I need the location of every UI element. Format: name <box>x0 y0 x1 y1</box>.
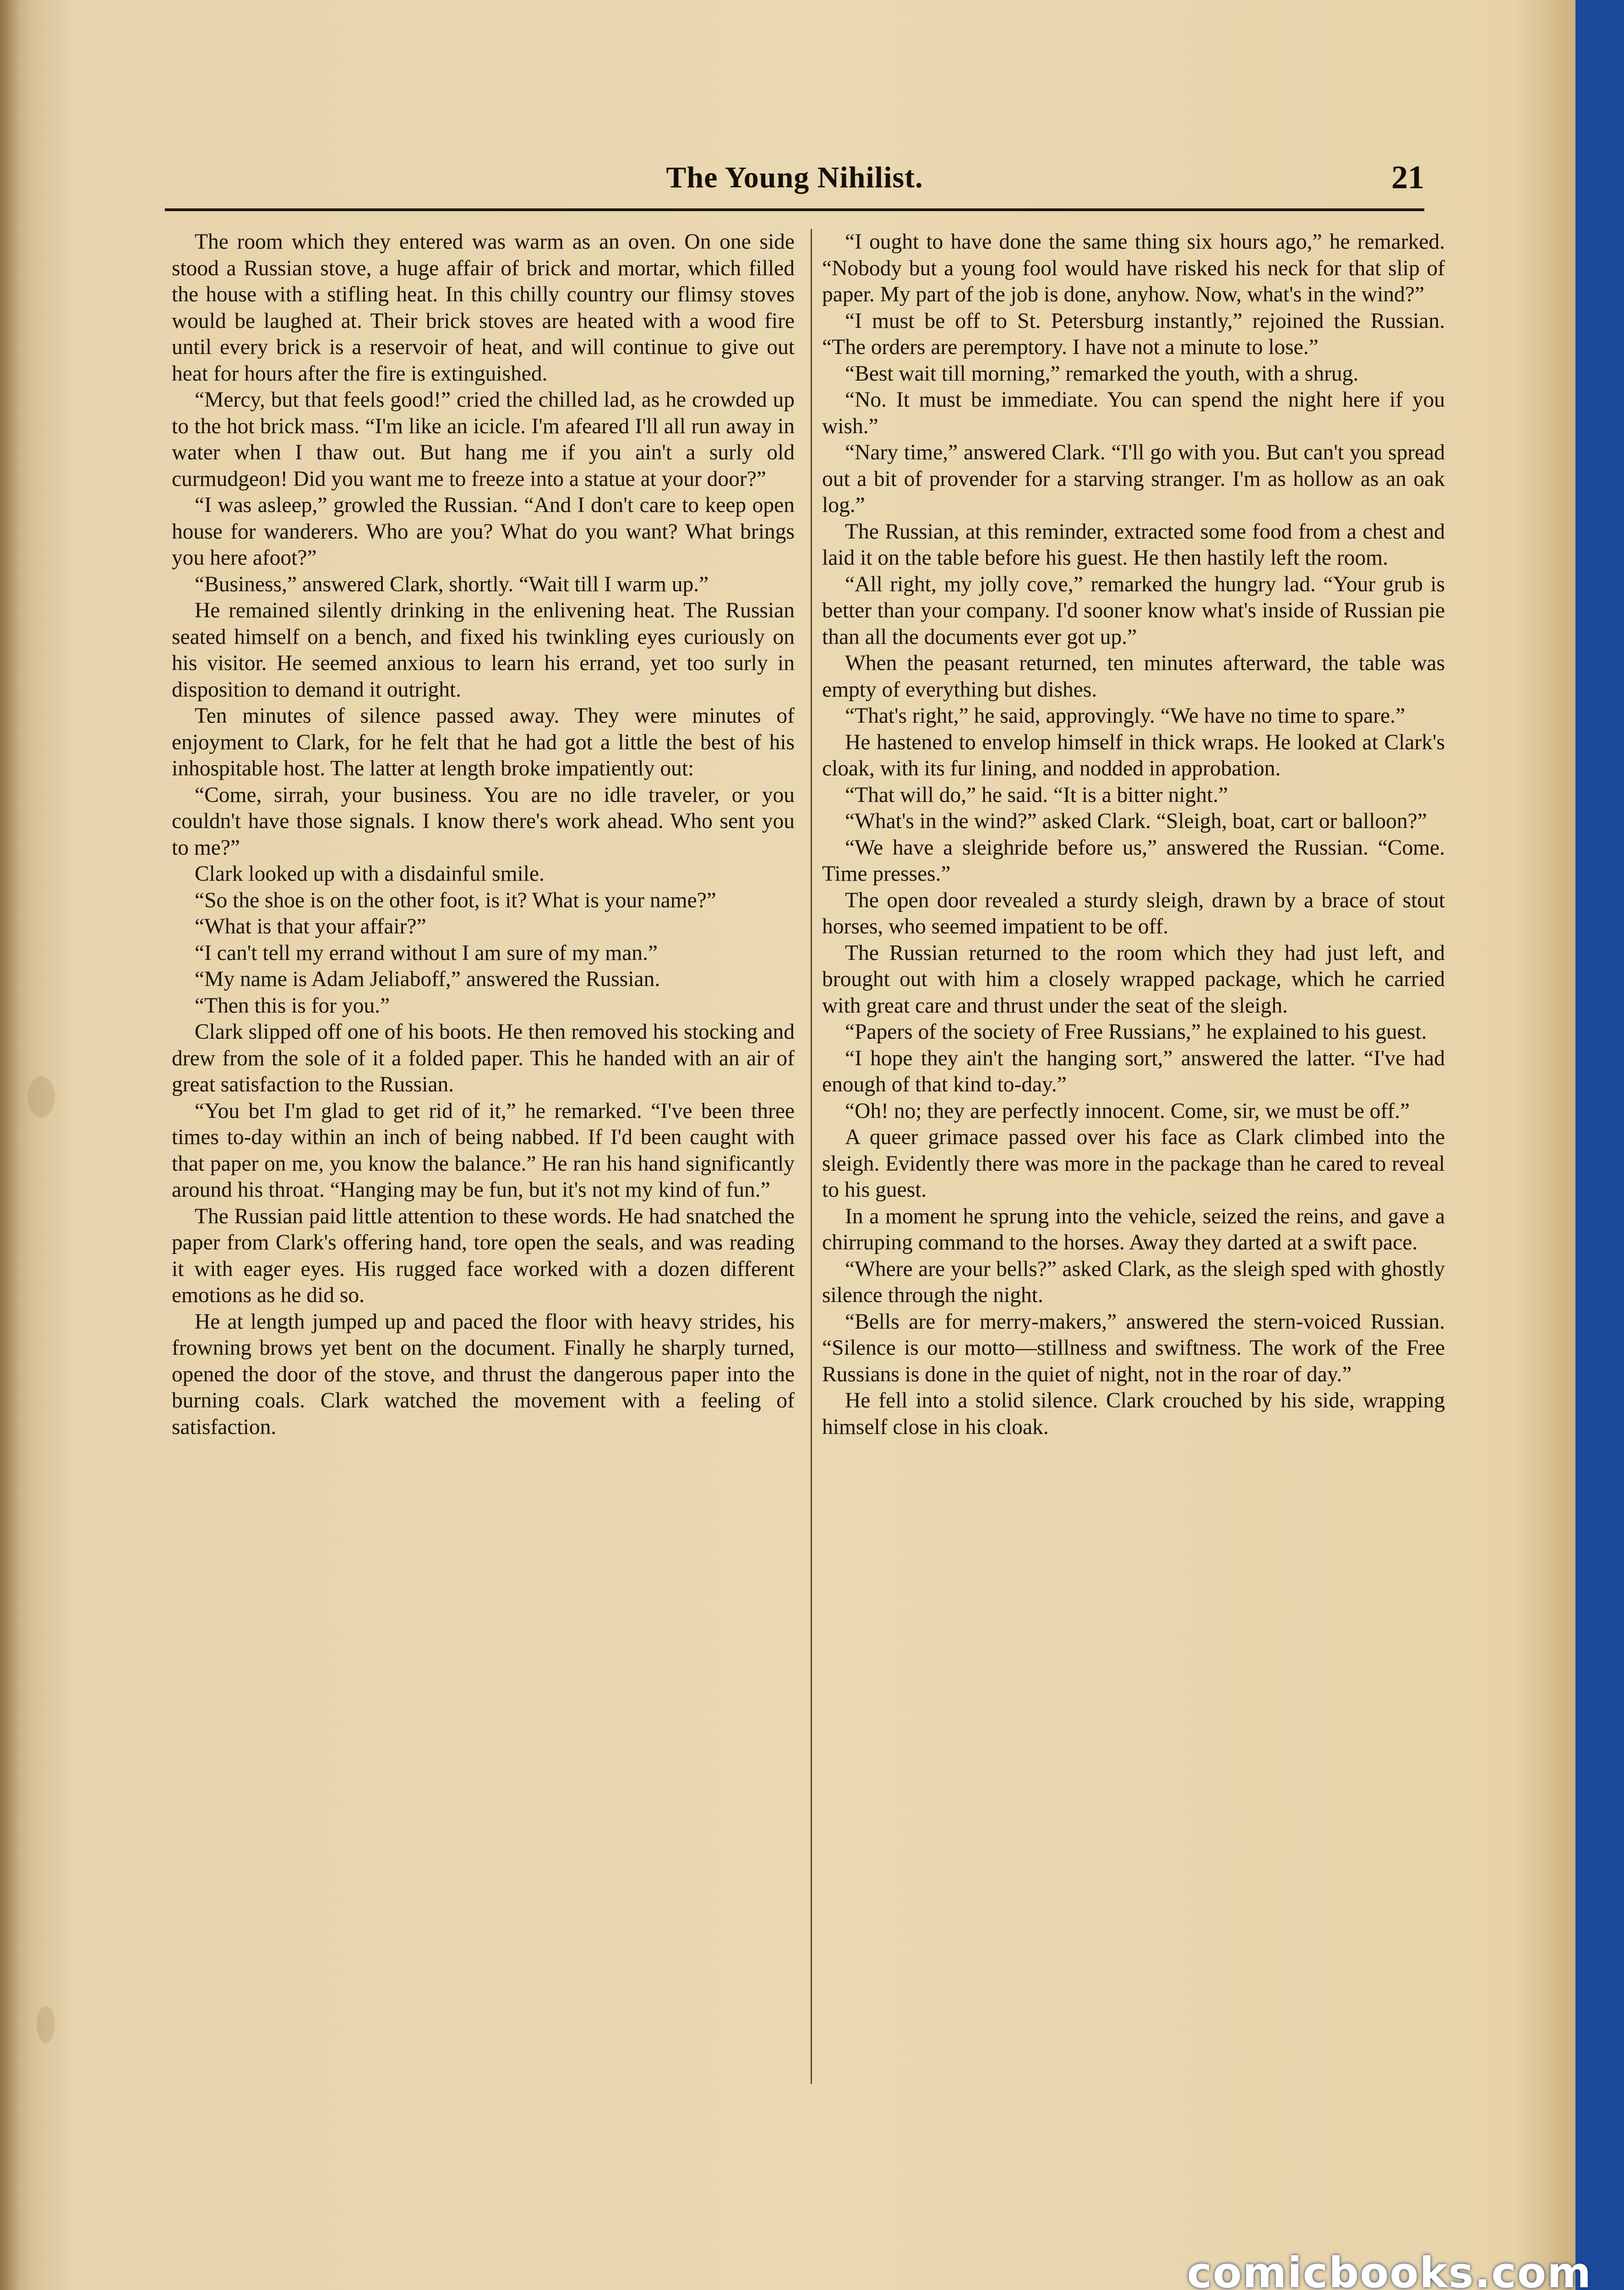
paragraph: “We have a sleighride before us,” answered the Russian. “Come. Time presses.” <box>822 835 1445 886</box>
paragraph: “So the shoe is on the other foot, is it? What is your name?” <box>195 888 716 912</box>
paragraph: “Then this is for you.” <box>195 993 390 1018</box>
paragraph: “Nary time,” answered Clark. “I'll go with you. But can't you spread out a bit of provender for a starving stranger. I'm as hollow as an oak log.” <box>822 441 1445 517</box>
paragraph: He remained silently drinking in the enlivening heat. The Russian seated himself on a bench, and fixed his twinkling eyes curiously on his visitor. He seemed anxious to learn his errand, yet too surly in disposition to demand it outright. <box>172 599 795 702</box>
paragraph: “You bet I'm glad to get rid of it,” he remarked. “I've been three times to-day within an inch of being nabbed. If I'd been caught with that paper on me, you know the balance.” He ran his hand significantly around his throat. “Hanging may be fun, but it's not my kind of fun.” <box>172 1099 795 1202</box>
paragraph: “Where are your bells?” asked Clark, as the sleigh sped with ghostly silence through the night. <box>822 1257 1445 1307</box>
running-header <box>165 160 1424 202</box>
site-watermark: comicbooks.com <box>1187 2248 1592 2290</box>
right-column <box>822 229 1445 1440</box>
header-rule <box>165 208 1424 211</box>
paragraph: The open door revealed a sturdy sleigh, drawn by a brace of stout horses, who seemed impatient to be off. <box>822 888 1445 938</box>
paragraph: “What's in the wind?” asked Clark. “Sleigh, boat, cart or balloon?” <box>845 809 1427 833</box>
paragraph: “No. It must be immediate. You can spend the night here if you wish.” <box>822 388 1445 438</box>
paragraph: The room which they entered was warm as an oven. On one side stood a Russian stove, a huge affair of brick and mortar, which filled the house with a stifling heat. In this chilly country our flimsy stoves would be laughed at. Their brick stoves are heated with a wood fire until every brick is a reservoir of heat, and will continue to give out heat for hours after the fire is extinguished. <box>172 230 795 386</box>
paragraph: “All right, my jolly cove,” remarked the hungry lad. “Your grub is better than your company. I'd sooner know what's inside of Russian pie than all the documents ever got up.” <box>822 572 1445 649</box>
paragraph: “My name is Adam Jeliaboff,” answered the Russian. <box>195 967 660 991</box>
paragraph: He at length jumped up and paced the floor with heavy strides, his frowning brows yet bent on the document. Finally he sharply turned, opened the door of the stove, and thrust the dangerous paper into the burning coals. Clark watched the movement with a feeling of satisfaction. <box>172 1309 795 1439</box>
paragraph: “I was asleep,” growled the Russian. “And I don't care to keep open house for wanderers. Who are you? What do you want? What brings you here afoot?” <box>172 493 795 570</box>
paragraph: Ten minutes of silence passed away. They were minutes of enjoyment to Clark, for he felt that he had got a little the best of his inhospitable host. The latter at length broke impatiently out: <box>172 704 795 780</box>
page-number: 21 <box>1391 159 1424 196</box>
paragraph: “Oh! no; they are perfectly innocent. Come, sir, we must be off.” <box>845 1099 1410 1123</box>
column-divider <box>811 229 812 2084</box>
page-stain <box>27 1076 55 1118</box>
paragraph: “I ought to have done the same thing six hours ago,” he remarked. “Nobody but a young fool would have risked his neck for that slip of paper. My part of the job is done, anyhow. Now, what's in the wind?” <box>822 230 1445 306</box>
running-title: The Young Nihilist. <box>666 161 923 194</box>
paragraph: “That's right,” he said, approvingly. “We have no time to spare.” <box>845 704 1406 728</box>
paragraph: Clark slipped off one of his boots. He then removed his stocking and drew from the sole of it a folded paper. This he handed with an air of great satisfaction to the Russian. <box>172 1020 795 1096</box>
paragraph: “What is that your affair?” <box>195 915 426 938</box>
paragraph: “Business,” answered Clark, shortly. “Wait till I warm up.” <box>195 572 709 596</box>
paragraph: “Mercy, but that feels good!” cried the chilled lad, as he crowded up to the hot brick mass. “I'm like an icicle. I'm afeared I'll all run away in water when I thaw out. But hang me if you ain't a surly old curmudgeon! Did you want me to freeze into a statue at your door?” <box>172 388 795 491</box>
page-spine-shadow <box>0 0 18 2290</box>
paragraph: The Russian paid little attention to these words. He had snatched the paper from Clark's offering hand, tore open the seals, and was reading it with eager eyes. His rugged face worked with a dozen different emotions as he did so. <box>172 1204 795 1307</box>
paragraph: Clark looked up with a disdainful smile. <box>195 862 545 886</box>
page-stain <box>37 2006 55 2043</box>
paragraph: When the peasant returned, ten minutes afterward, the table was empty of everything but dishes. <box>822 651 1445 702</box>
paragraph: The Russian, at this reminder, extracted some food from a chest and laid it on the table before his guest. He then hastily left the room. <box>822 519 1445 570</box>
paragraph: A queer grimace passed over his face as Clark climbed into the sleigh. Evidently there was more in the package than he cared to reveal to his guest. <box>822 1125 1445 1202</box>
paragraph: He fell into a stolid silence. Clark crouched by his side, wrapping himself close in his cloak. <box>822 1389 1445 1439</box>
paragraph: “Best wait till morning,” remarked the youth, with a shrug. <box>845 361 1359 386</box>
paragraph: “Come, sirrah, your business. You are no idle traveler, or you couldn't have those signals. I know there's work ahead. Who sent you to me?” <box>172 783 795 860</box>
paragraph: “That will do,” he said. “It is a bitter night.” <box>845 783 1228 807</box>
paragraph: He hastened to envelop himself in thick wraps. He looked at Clark's cloak, with its fur lining, and nodded in approbation. <box>822 730 1445 780</box>
paragraph: “I hope they ain't the hanging sort,” answered the latter. “I've had enough of that kind to-day.” <box>822 1046 1445 1096</box>
paragraph: “I can't tell my errand without I am sure of my man.” <box>195 941 658 965</box>
left-column <box>172 229 795 1440</box>
paragraph: “I must be off to St. Petersburg instantly,” rejoined the Russian. “The orders are peremptory. I have not a minute to lose.” <box>822 309 1445 359</box>
paragraph: “Bells are for merry-makers,” answered the stern-voiced Russian. “Silence is our motto—stillness and swiftness. The work of the Free Russians is done in the quiet of night, not in the roar of day.” <box>822 1309 1445 1386</box>
paragraph: The Russian returned to the room which they had just left, and brought out with him a closely wrapped package, which he carried with great care and thrust under the seat of the sleigh. <box>822 941 1445 1018</box>
paragraph: In a moment he sprung into the vehicle, seized the reins, and gave a chirruping command to the horses. Away they darted at a swift pace. <box>822 1204 1445 1254</box>
paragraph: “Papers of the society of Free Russians,” he explained to his guest. <box>845 1020 1427 1044</box>
